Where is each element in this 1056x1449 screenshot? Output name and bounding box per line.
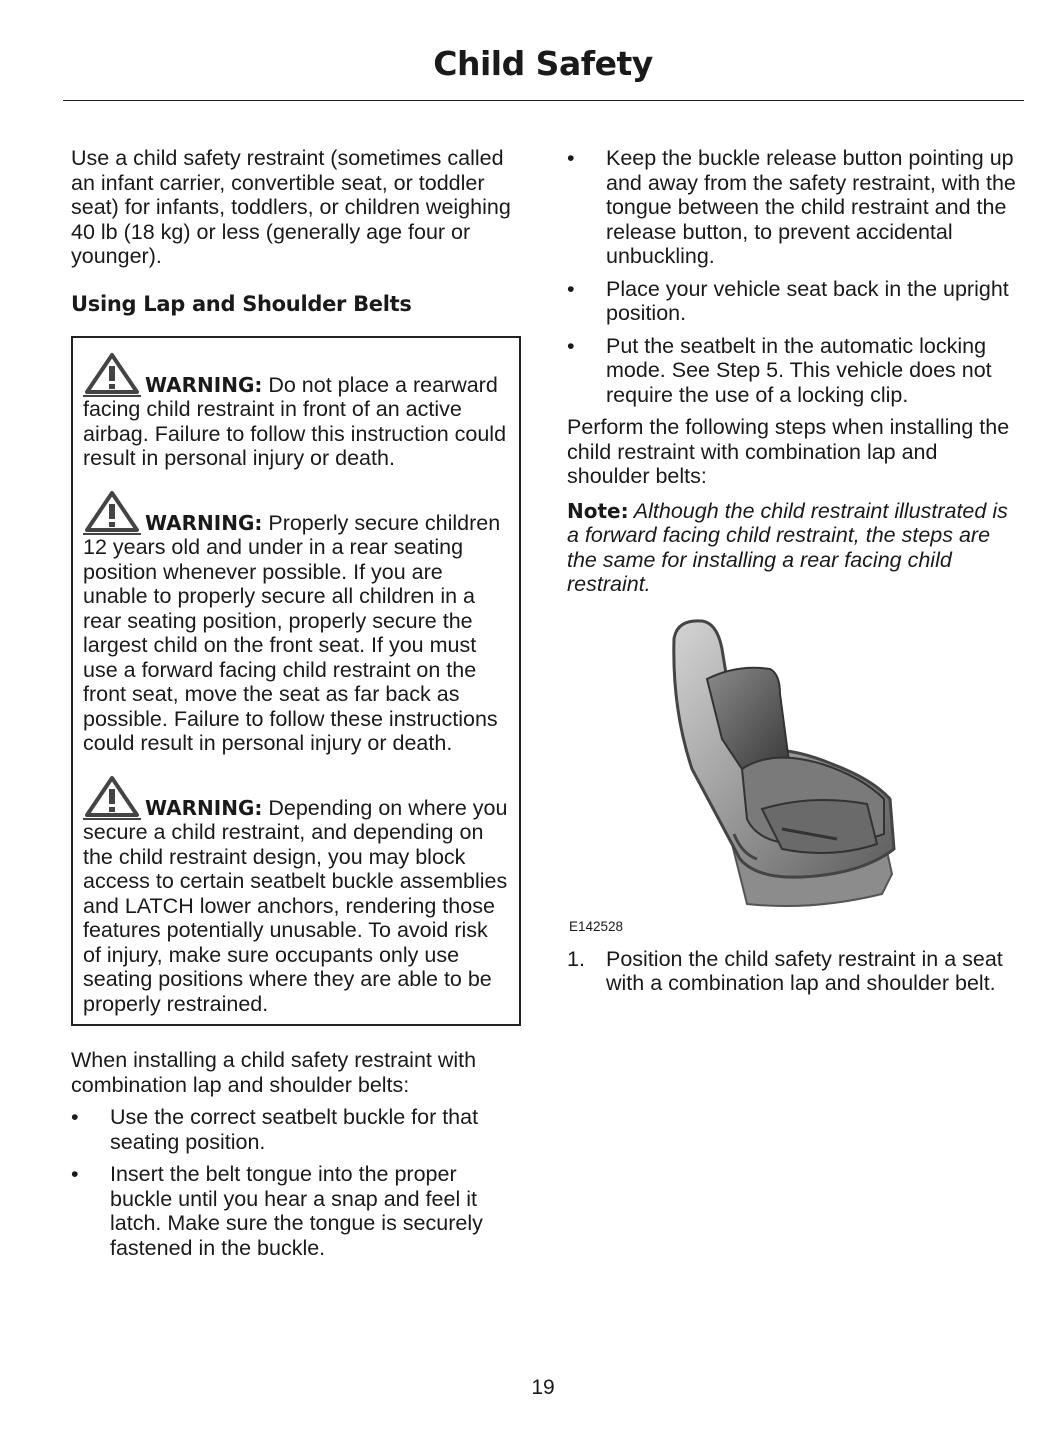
list-item: • Keep the buckle release button pointing up and away from the safety restraint, with the tongue between the child restraint and the release button, to prevent accidental unbuckling. (567, 146, 1016, 268)
warning-text: Do not place a rearward facing child restraint in front of an active airbag. Failure to follow this instruction could result in personal injury or death. (83, 372, 507, 470)
perform-paragraph: Perform the following steps when installing the child restraint with combination lap and shoulder belts: (567, 415, 1010, 488)
bullet-marker: • (567, 333, 575, 358)
left-column (71, 146, 521, 1268)
list-item: • Put the seatbelt in the automatic locking mode. See Step 5. This vehicle does not require the use of a locking clip. (567, 333, 992, 407)
step-item (567, 947, 1022, 996)
bullet-marker: • (567, 276, 575, 301)
warning-box (71, 336, 521, 1027)
right-bullet-list (567, 146, 1022, 407)
warning-text: Properly secure children 12 years old and under in a rear seating position whenever possible. If you are unable to properly secure all children in a rear seating position, properly secure the largest child on the front seat. If you must use a forward facing child restraint on the front seat, move the seat as far back as possible. Failure to follow these instructions could result in personal injury or death. (83, 510, 501, 755)
installing-paragraph: When installing a child safety restraint with combination lap and shoulder belts: (71, 1048, 477, 1097)
bullet-marker: • (71, 1105, 79, 1129)
warning-triangle-icon (83, 490, 141, 536)
figure-code: E142528 (569, 918, 624, 934)
warning-3 (83, 769, 509, 1017)
warning-label: WARNING: (145, 510, 263, 535)
section-heading: Using Lap and Shoulder Belts (71, 291, 412, 316)
header-divider (63, 100, 1024, 101)
right-column (567, 146, 1022, 996)
note-text: Although the child restraint illustrated is a forward facing child restraint, the steps are the same for installing a rear facing child restraint. (567, 498, 1008, 596)
left-bullet-list (71, 1105, 521, 1260)
child-seat-illustration (662, 619, 912, 919)
warning-triangle-icon (83, 352, 141, 398)
bullet-marker: • (567, 146, 575, 170)
page-number: 19 (531, 1376, 555, 1399)
figure (567, 609, 1022, 947)
steps-list (567, 947, 1022, 996)
warning-triangle-icon (83, 775, 141, 821)
intro-paragraph: Use a child safety restraint (sometimes called an infant carrier, convertible seat, or toddler seat) for infants, toddlers, or children weighing 40 lb (18 kg) or less (generally age four or younger). (71, 146, 511, 268)
note-paragraph (567, 499, 1022, 597)
warning-text: Depending on where you secure a child restraint, and depending on the child restraint design, you may block access to certain seatbelt buckle assemblies and LATCH lower anchors, rendering those features potentially unusable. To avoid risk of injury, make sure occupants only use seating positions where they are able to be properly restrained. (83, 795, 508, 1016)
warning-label: WARNING: (145, 372, 263, 397)
note-label: Note: (567, 498, 629, 523)
list-item: • Insert the belt tongue into the proper buckle until you hear a snap and feel it latch. Make sure the tongue is securely fastened in the buckle. (71, 1162, 483, 1260)
seat-side-wing (762, 800, 877, 853)
step-number: 1. (567, 946, 585, 971)
warning-label: WARNING: (145, 795, 263, 820)
warning-1 (83, 346, 509, 471)
step-text: Position the child safety restraint in a seat with a combination lap and shoulder belt. (606, 946, 1003, 995)
list-item: • Place your vehicle seat back in the upright position. (567, 276, 1009, 325)
page-title: Child Safety (433, 44, 653, 83)
bullet-marker: • (71, 1162, 79, 1186)
warning-2 (83, 484, 509, 756)
list-item: • Use the correct seatbelt buckle for that seating position. (71, 1105, 479, 1154)
